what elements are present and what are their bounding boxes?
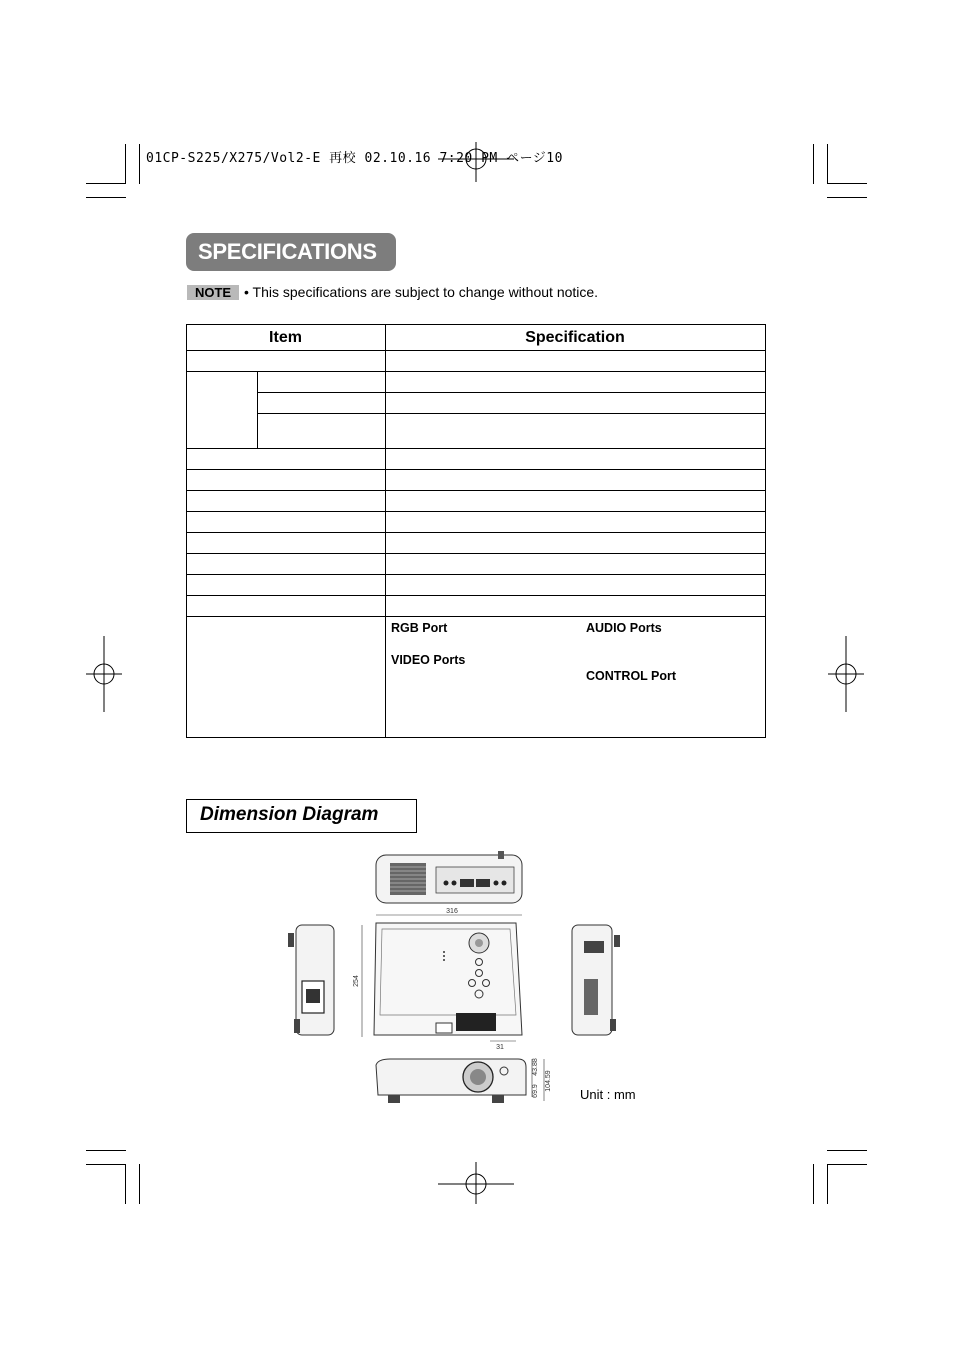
dimension-diagram-heading [186, 799, 417, 833]
projector-top-view [374, 923, 522, 1035]
projector-right-view [572, 925, 620, 1035]
registration-mark-right [826, 634, 866, 714]
registration-mark-bottom [430, 1160, 522, 1206]
registration-mark-left [84, 634, 124, 714]
rgb-port-label: RGB Port [391, 621, 448, 635]
audio-ports-label: AUDIO Ports [586, 621, 662, 635]
dimension-width-label: 316 [446, 908, 458, 915]
section-title-badge [186, 233, 396, 271]
dimension-height-3-label: 104.59 [545, 1070, 552, 1092]
dimension-height-1-label: 69.9 [532, 1084, 539, 1098]
dimension-depth-label: 254 [353, 975, 360, 987]
dimension-height-2-label: 43.88 [532, 1058, 539, 1076]
dimension-offset-label: 31 [496, 1044, 504, 1051]
video-ports-label: VIDEO Ports [391, 653, 466, 667]
projector-left-view [288, 925, 334, 1035]
column-header-specification: Specification [525, 329, 625, 346]
column-header-item: Item [269, 329, 302, 346]
dimension-diagram-title: Dimension Diagram [200, 804, 379, 825]
dimension-unit-label: Unit : mm [580, 1087, 636, 1102]
section-title: SPECIFICATIONS [198, 239, 377, 264]
note-tag: NOTE [187, 285, 239, 300]
print-slug: 01CP-S225/X275/Vol2-E 再校 02.10.16 7:20 PM ページ10 [146, 151, 563, 166]
projector-front-view [376, 1059, 526, 1103]
projector-dimension-drawing [270, 845, 650, 1115]
projector-rear-view [376, 851, 522, 903]
note-text: • This specifications are subject to change without notice. [244, 284, 599, 300]
control-port-label: CONTROL Port [586, 669, 677, 683]
